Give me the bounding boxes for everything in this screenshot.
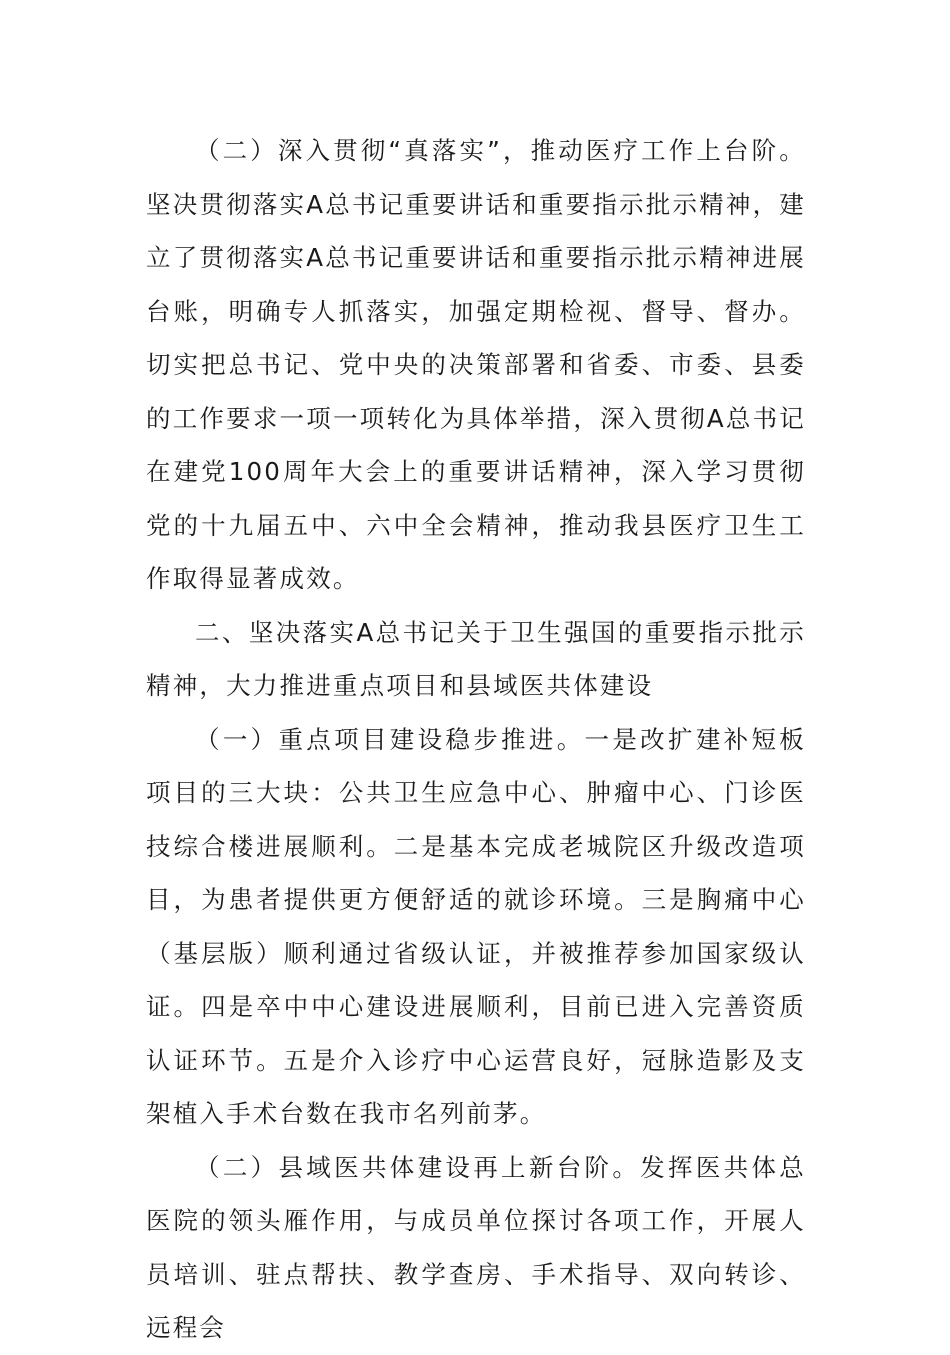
paragraph-key-projects: （一）重点项目建设稳步推进。一是改扩建补短板项目的三大块：公共卫生应急中心、肿瘤中心、门诊医技综合楼进展顺利。二是基本完成老城院区升级改造项目，为患者提供更方便舒适的就诊环境。三是胸痛中心（基层版）顺利通过省级认证，并被推荐参加国家级认证。四是卒中中心建设进展顺利，目前已进入完善资质认证环节。五是介入诊疗中心运营良好，冠脉造影及支架植入手术台数在我市名列前茅。 [146,724,806,1128]
paragraph-medical-community: （二）县域医共体建设再上新台阶。发挥医共体总医院的领头雁作用，与成员单位探讨各项工作，开展人员培训、驻点帮扶、教学查房、手术指导、双向转诊、远程会 [146,1152,806,1342]
paragraph-implementation-progress: （二）深入贯彻“真落实”，推动医疗工作上台阶。坚决贯彻落实A总书记重要讲话和重要指示批示精神，建立了贯彻落实A总书记重要讲话和重要指示批示精神进展台账，明确专人抓落实，加强定期检视、督导、督办。切实把总书记、党中央的决策部署和省委、市委、县委的工作要求一项一项转化为具体举措，深入贯彻A总书记在建党100周年大会上的重要讲话精神，深入学习贯彻党的十九届五中、六中全会精神，推动我县医疗卫生工作取得显著成效。 [146,136,806,593]
section-heading-two: 二、坚决落实A总书记关于卫生强国的重要指示批示精神，大力推进重点项目和县域医共体建设 [146,617,806,700]
document-body [146,124,806,1355]
